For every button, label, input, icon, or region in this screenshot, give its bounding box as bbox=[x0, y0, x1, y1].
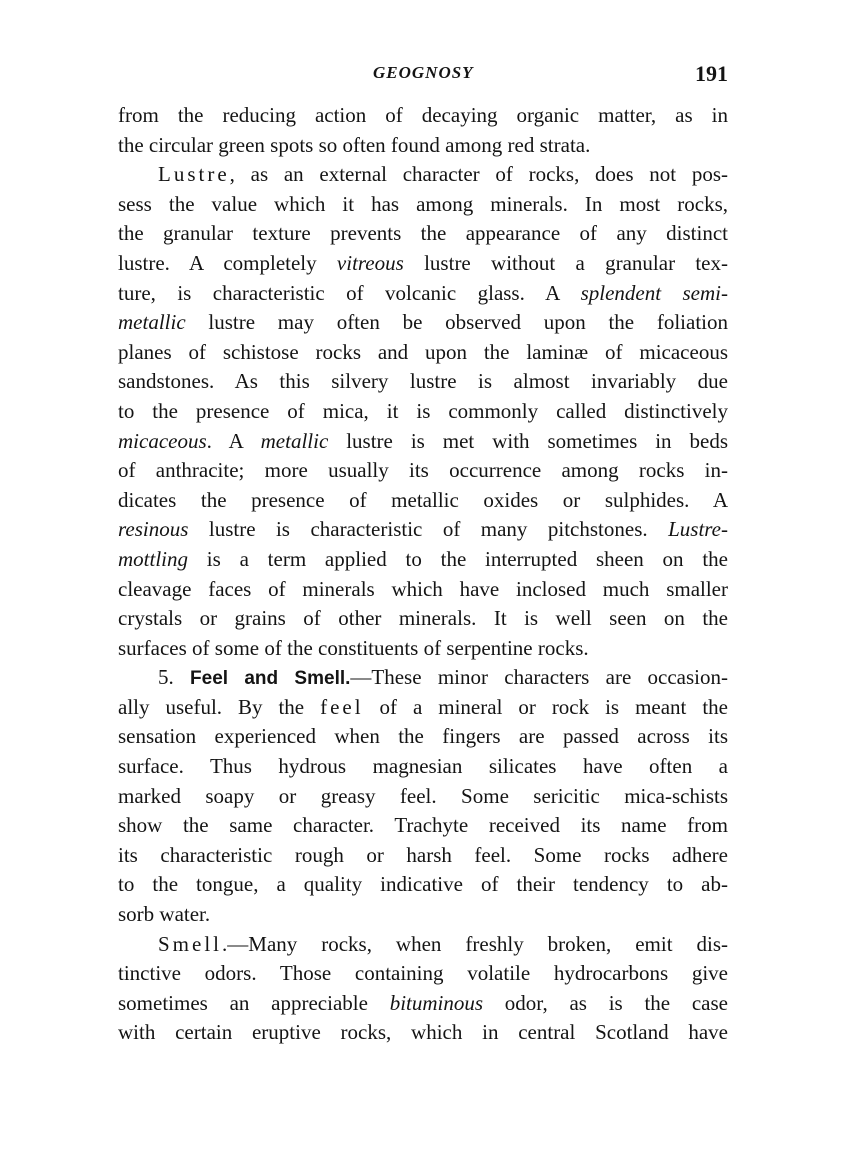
text-run: odor, as is the case bbox=[483, 990, 728, 1015]
text-line: surfaces of some of the constituents of serpentine rocks. bbox=[118, 635, 589, 660]
text-line: of anthracite; more usually its occurrence among rocks in- bbox=[118, 458, 728, 483]
text-line: from the reducing action of decaying organic matter, as in bbox=[118, 103, 728, 127]
text-line: planes of schistose rocks and upon the laminæ of micaceous bbox=[118, 339, 728, 364]
spaced-term: feel bbox=[320, 694, 364, 719]
text-line: the circular green spots so often found among red strata. bbox=[118, 132, 591, 157]
text-line: sandstones. As this silvery lustre is almost invariably due bbox=[118, 369, 728, 394]
text-run: lustre may often be observed upon the foliation bbox=[185, 310, 728, 335]
text-run: lustre without a granular tex- bbox=[403, 250, 728, 275]
text-line: marked soapy or greasy feel. Some sericitic mica-schists bbox=[118, 783, 728, 808]
text-run: ally useful. By the bbox=[118, 694, 321, 719]
page-body bbox=[118, 101, 728, 1048]
spaced-term: Lustre bbox=[158, 162, 230, 187]
text-run: is a term applied to the interrupted sheen on the bbox=[188, 546, 728, 571]
text-line bbox=[118, 160, 728, 190]
text-run: —These minor characters are occasion- bbox=[350, 665, 729, 690]
text-line: tinctive odors. Those containing volatile hydrocarbons give bbox=[118, 961, 728, 986]
text-line: with certain eruptive rocks, which in central Scotland have bbox=[118, 1020, 728, 1045]
italic-term: mottling bbox=[118, 546, 189, 571]
text-line bbox=[118, 693, 728, 723]
text-line bbox=[118, 249, 728, 279]
spaced-term: Smell bbox=[158, 931, 223, 956]
text-line: sess the value which it has among minerals. In most rocks, bbox=[118, 191, 728, 216]
italic-term: metallic bbox=[118, 310, 186, 335]
page-header bbox=[0, 63, 850, 93]
italic-term: micaceous bbox=[118, 428, 207, 453]
text-run: . A bbox=[206, 428, 261, 453]
text-line: sensation experienced when the fingers are passed across its bbox=[118, 724, 728, 749]
text-line: sorb water. bbox=[118, 902, 211, 927]
italic-term: vitreous bbox=[336, 250, 404, 275]
running-head: GEOGNOSY bbox=[373, 63, 474, 82]
text-line: to the presence of mica, it is commonly called distinctively bbox=[118, 398, 728, 423]
text-line bbox=[118, 427, 728, 457]
text-line bbox=[118, 308, 728, 338]
text-line: dicates the presence of metallic oxides or sulphides. A bbox=[118, 487, 728, 512]
page-number: 191 bbox=[695, 61, 728, 86]
text-line bbox=[118, 930, 728, 960]
text-line: surface. Thus hydrous magnesian silicates have often a bbox=[118, 754, 728, 779]
text-line: the granular texture prevents the appearance of any distinct bbox=[118, 221, 728, 246]
italic-term: Lustre- bbox=[668, 517, 728, 542]
section-heading: Feel and Smell. bbox=[190, 668, 351, 690]
text-line bbox=[118, 989, 728, 1019]
italic-term: bituminous bbox=[389, 990, 484, 1015]
text-run: lustre. A completely bbox=[118, 250, 337, 275]
italic-term: splendent semi- bbox=[580, 280, 728, 305]
text-line: to the tongue, a quality indicative of their tendency to ab- bbox=[118, 872, 728, 897]
text-line: cleavage faces of minerals which have inclosed much smaller bbox=[118, 576, 728, 601]
text-run: ture, is characteristic of volcanic glass. A bbox=[118, 280, 581, 305]
text-run: of a mineral or rock is meant the bbox=[363, 694, 728, 719]
text-run: , as an external character of rocks, does not pos- bbox=[229, 162, 728, 187]
text-line: show the same character. Trachyte received its name from bbox=[118, 813, 728, 838]
italic-term: resinous bbox=[118, 517, 189, 542]
text-line bbox=[118, 515, 728, 545]
text-line bbox=[118, 279, 728, 309]
text-run: lustre is met with sometimes in beds bbox=[328, 428, 728, 453]
text-run: lustre is characteristic of many pitchstones. bbox=[188, 517, 669, 542]
italic-term: metallic bbox=[260, 428, 329, 453]
text-line: its characteristic rough or harsh feel. Some rocks adhere bbox=[118, 842, 728, 867]
text-run: .—Many rocks, when freshly broken, emit dis- bbox=[222, 931, 728, 956]
text-run: sometimes an appreciable bbox=[118, 990, 390, 1015]
text-line bbox=[118, 663, 728, 693]
text-run: 5. bbox=[158, 665, 191, 690]
text-line bbox=[118, 545, 728, 575]
text-line: crystals or grains of other minerals. It is well seen on the bbox=[118, 606, 728, 631]
